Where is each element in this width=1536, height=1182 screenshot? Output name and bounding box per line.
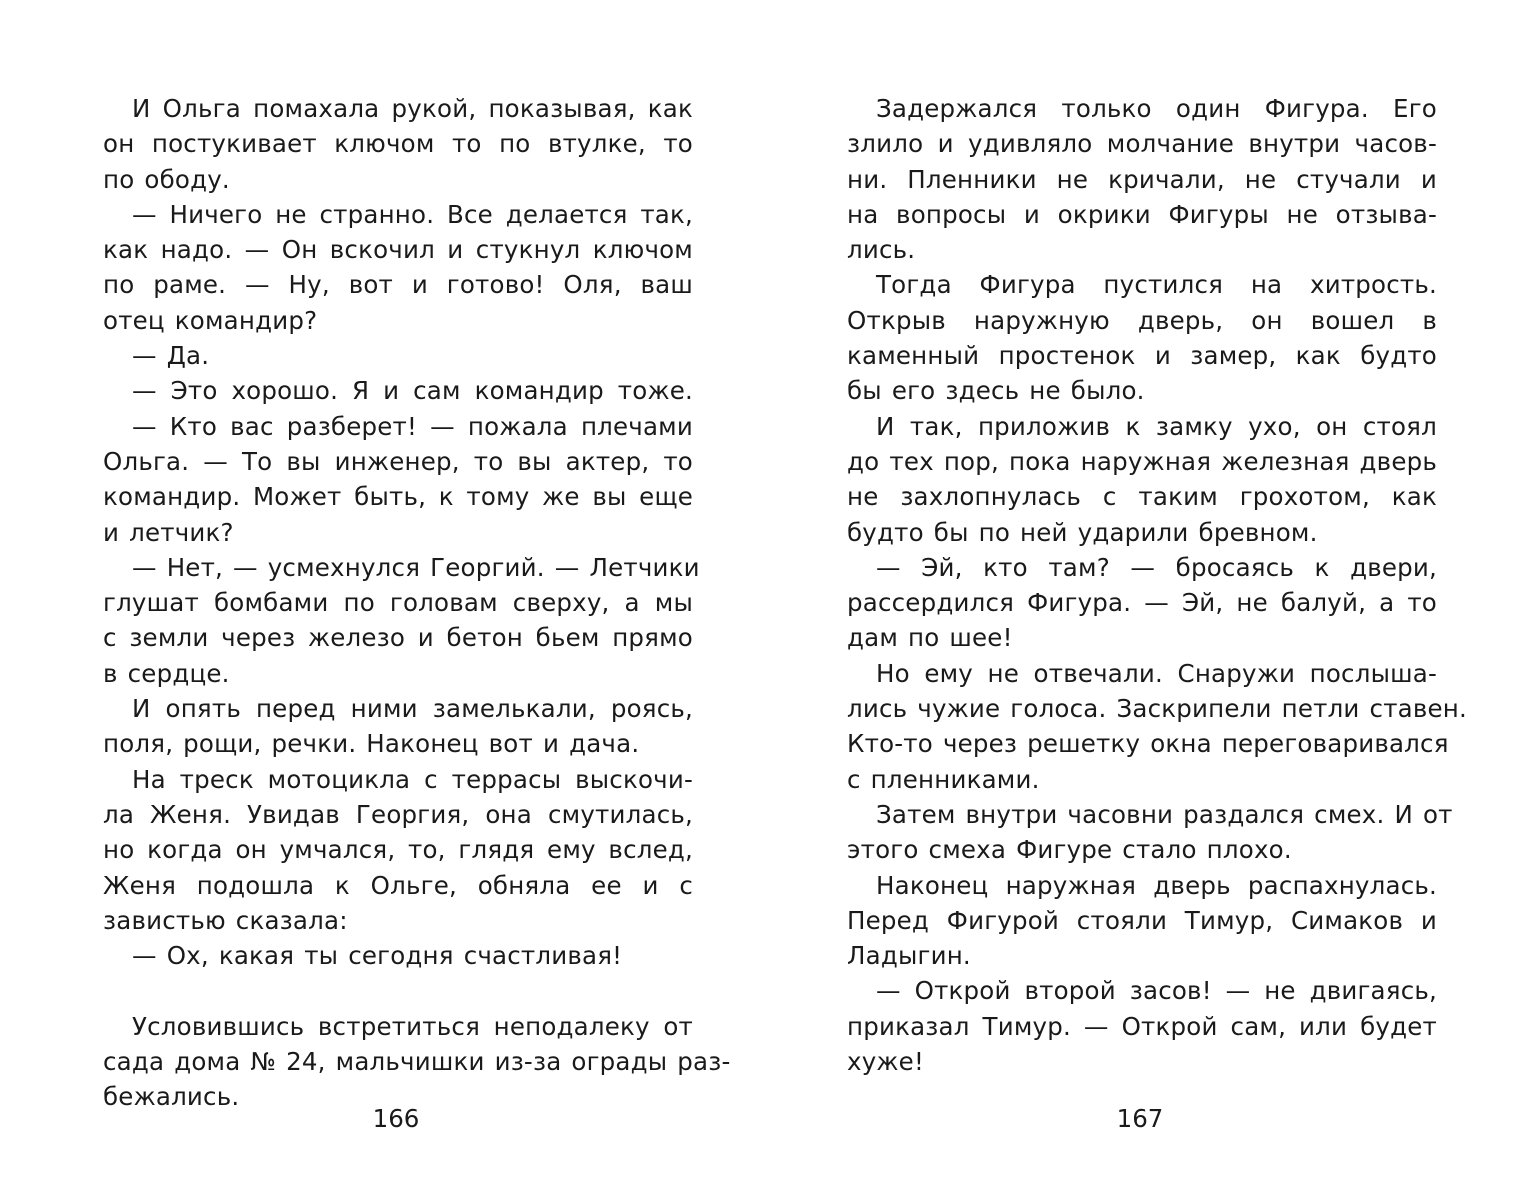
text-line: Наконец наружная дверь распахнулась. <box>876 870 1437 900</box>
text-line: — Это хорошо. Я и сам командир тоже. <box>132 376 693 406</box>
text-line: и летчик? <box>103 517 234 547</box>
text-line: дам по шее! <box>847 623 1013 653</box>
text-line: — Ничего не странно. Все делается так, <box>132 199 693 229</box>
text-line: отец командир? <box>103 305 318 335</box>
text-line: И опять перед ними замелькали, роясь, <box>132 694 693 724</box>
text-line: этого смеха Фигуре стало плохо. <box>847 835 1292 865</box>
text-line: поля, рощи, речки. Наконец вот и дача. <box>103 729 640 759</box>
text-line: Затем внутри часовни раздался смех. И от <box>876 799 1453 829</box>
text-line: по раме. — Ну, вот и готово! Оля, ваш <box>103 270 693 300</box>
text-line: глушат бомбами по головам сверху, а мы <box>103 588 693 618</box>
text-line: лись чужие голоса. Заскрипели петли ставен. <box>847 694 1468 724</box>
text-line: ла Женя. Увидав Георгия, она смутилась, <box>103 799 693 829</box>
text-line: — Да. <box>132 341 210 371</box>
text-line: сада дома № 24, мальчишки из-за ограды раз- <box>103 1047 731 1077</box>
text-line: Тогда Фигура пустился на хитрость. <box>876 270 1437 300</box>
text-line: — Ох, какая ты сегодня счастливая! <box>132 941 623 971</box>
text-line: На треск мотоцикла с террасы выскочи- <box>132 764 693 794</box>
page-number-left: 166 <box>372 1104 420 1133</box>
text-line: Перед Фигурой стояли Тимур, Симаков и <box>847 905 1437 935</box>
text-line: Ладыгин. <box>847 941 971 971</box>
text-line: ни. Пленники не кричали, не стучали и <box>847 164 1437 194</box>
text-line: лись. <box>847 235 916 265</box>
text-line: завистью сказала: <box>103 905 348 935</box>
text-line: в сердце. <box>103 658 230 688</box>
page-number-right: 167 <box>1116 1104 1164 1133</box>
text-line: по ободу. <box>103 164 230 194</box>
text-line: но когда он умчался, то, глядя ему вслед, <box>103 835 693 865</box>
text-line: хуже! <box>847 1047 924 1077</box>
text-line: Открыв наружную дверь, он вошел в <box>847 305 1437 335</box>
text-line: Но ему не отвечали. Снаружи послыша- <box>876 658 1437 688</box>
text-line: приказал Тимур. — Открой сам, или будет <box>847 1011 1437 1041</box>
text-line: с земли через железо и бетон бьем прямо <box>103 623 693 653</box>
text-line: он постукивает ключом то по втулке, то <box>103 129 693 159</box>
text-line: Кто-то через решетку окна переговаривался <box>847 729 1449 759</box>
text-line: — Эй, кто там? — бросаясь к двери, <box>876 552 1437 582</box>
right-page-text <box>847 91 1468 1079</box>
text-line: И Ольга помахала рукой, показывая, как <box>132 94 693 123</box>
text-line: как надо. — Он вскочил и стукнул ключом <box>103 235 693 265</box>
text-line: не захлопнулась с таким грохотом, как <box>847 482 1437 512</box>
text-line: до тех пор, пока наружная железная дверь <box>847 446 1437 476</box>
text-line: бы его здесь не было. <box>847 376 1145 406</box>
section-break <box>103 973 693 1008</box>
text-line: на вопросы и окрики Фигуры не отзыва- <box>847 199 1437 229</box>
text-line: командир. Может быть, к тому же вы еще <box>103 482 693 512</box>
text-line: рассердился Фигура. — Эй, не балуй, а то <box>847 588 1437 618</box>
text-line: каменный простенок и замер, как будто <box>847 341 1437 371</box>
text-line: злило и удивляло молчание внутри часов- <box>847 129 1437 159</box>
text-line: Задержался только один Фигура. Его <box>876 94 1437 123</box>
text-line: с пленниками. <box>847 764 1040 794</box>
left-page-text <box>103 91 731 1115</box>
text-line: — Нет, — усмехнулся Георгий. — Летчики <box>132 552 700 582</box>
text-line: И так, приложив к замку ухо, он стоял <box>876 411 1437 441</box>
text-line: бежались. <box>103 1082 240 1112</box>
text-line: Женя подошла к Ольге, обняла ее и с <box>103 870 693 900</box>
text-line: — Открой второй засов! — не двигаясь, <box>876 976 1437 1006</box>
text-line: — Кто вас разберет! — пожала плечами <box>132 411 693 441</box>
text-line: Ольга. — То вы инженер, то вы актер, то <box>103 446 693 476</box>
text-line: будто бы по ней ударили бревном. <box>847 517 1318 547</box>
text-line: Условившись встретиться неподалеку от <box>132 1011 693 1041</box>
